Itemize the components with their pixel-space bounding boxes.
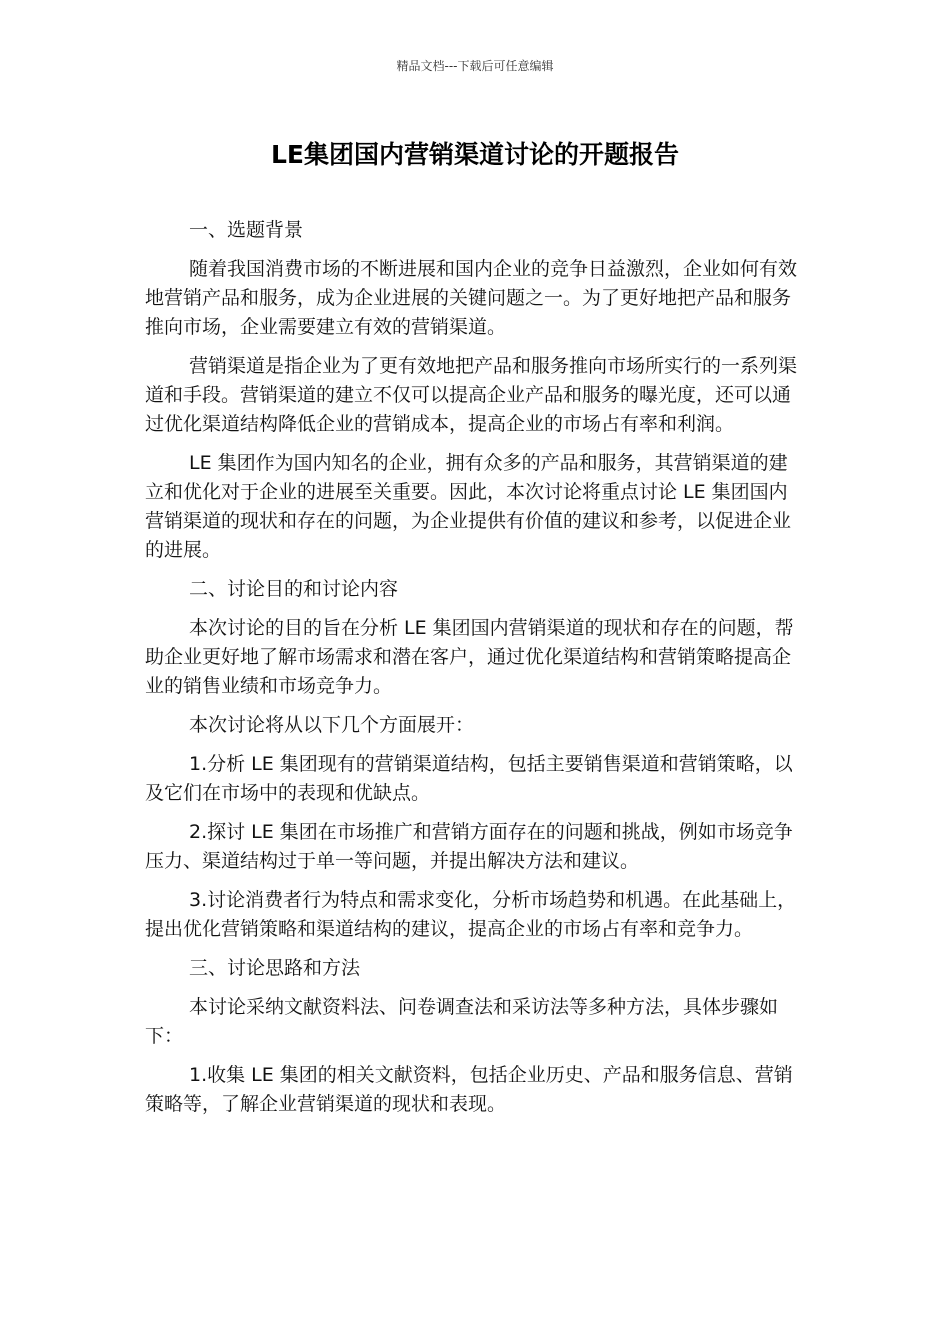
paragraph-aspects-intro: 本次讨论将从以下几个方面展开： [189,714,475,736]
paragraph-channel-definition: 营销渠道是指企业为了更有效地把产品和服务推向市场所实行的一系列渠道和手段。营销渠道的建立不仅可以提高企业产品和服务的曝光度，还可以通过优化渠道结构降低企业的营销成本，提高企业的市场占有率和利润。 [145,355,798,435]
paragraph-market-context: 随着我国消费市场的不断进展和国内企业的竞争日益激烈，企业如何有效地营销产品和服务，成为企业进展的关键问题之一。为了更好地把产品和服务推向市场，企业需要建立有效的营销渠道。 [145,258,798,338]
section-heading-methods: 三、讨论思路和方法 [189,957,361,979]
list-item-aspect-2: 2.探讨 LE 集团在市场推广和营销方面存在的问题和挑战，例如市场竞争压力、渠道结构过于单一等问题，并提出解决方法和建议。 [145,821,793,872]
page-header-watermark: 精品文档---下载后可任意编辑 [396,59,554,73]
document-title: LE集团国内营销渠道讨论的开题报告 [270,140,679,169]
paragraph-purpose: 本次讨论的目的旨在分析 LE 集团国内营销渠道的现状和存在的问题，帮助企业更好地了解市场需求和潜在客户，通过优化渠道结构和营销策略提高企业的销售业绩和市场竞争力。 [145,617,794,697]
document-body [145,216,805,1129]
section-heading-background: 一、选题背景 [189,219,304,241]
list-item-step-1: 1.收集 LE 集团的相关文献资料，包括企业历史、产品和服务信息、营销策略等，了解企业营销渠道的现状和表现。 [145,1064,793,1115]
section-heading-purpose: 二、讨论目的和讨论内容 [189,578,399,600]
paragraph-le-group-intro: LE 集团作为国内知名的企业，拥有众多的产品和服务，其营销渠道的建立和优化对于企业的进展至关重要。因此，本次讨论将重点讨论 LE 集团国内营销渠道的现状和存在的问题，为企业提供有价值的建议和参考，以促进企业的进展。 [145,452,792,561]
list-item-aspect-3: 3.讨论消费者行为特点和需求变化，分析市场趋势和机遇。在此基础上，提出优化营销策略和渠道结构的建议，提高企业的市场占有率和竞争力。 [145,889,797,940]
paragraph-methods-intro: 本讨论采纳文献资料法、问卷调查法和采访法等多种方法，具体步骤如下： [145,996,779,1047]
list-item-aspect-1: 1.分析 LE 集团现有的营销渠道结构，包括主要销售渠道和营销策略，以及它们在市场中的表现和优缺点。 [145,753,793,804]
